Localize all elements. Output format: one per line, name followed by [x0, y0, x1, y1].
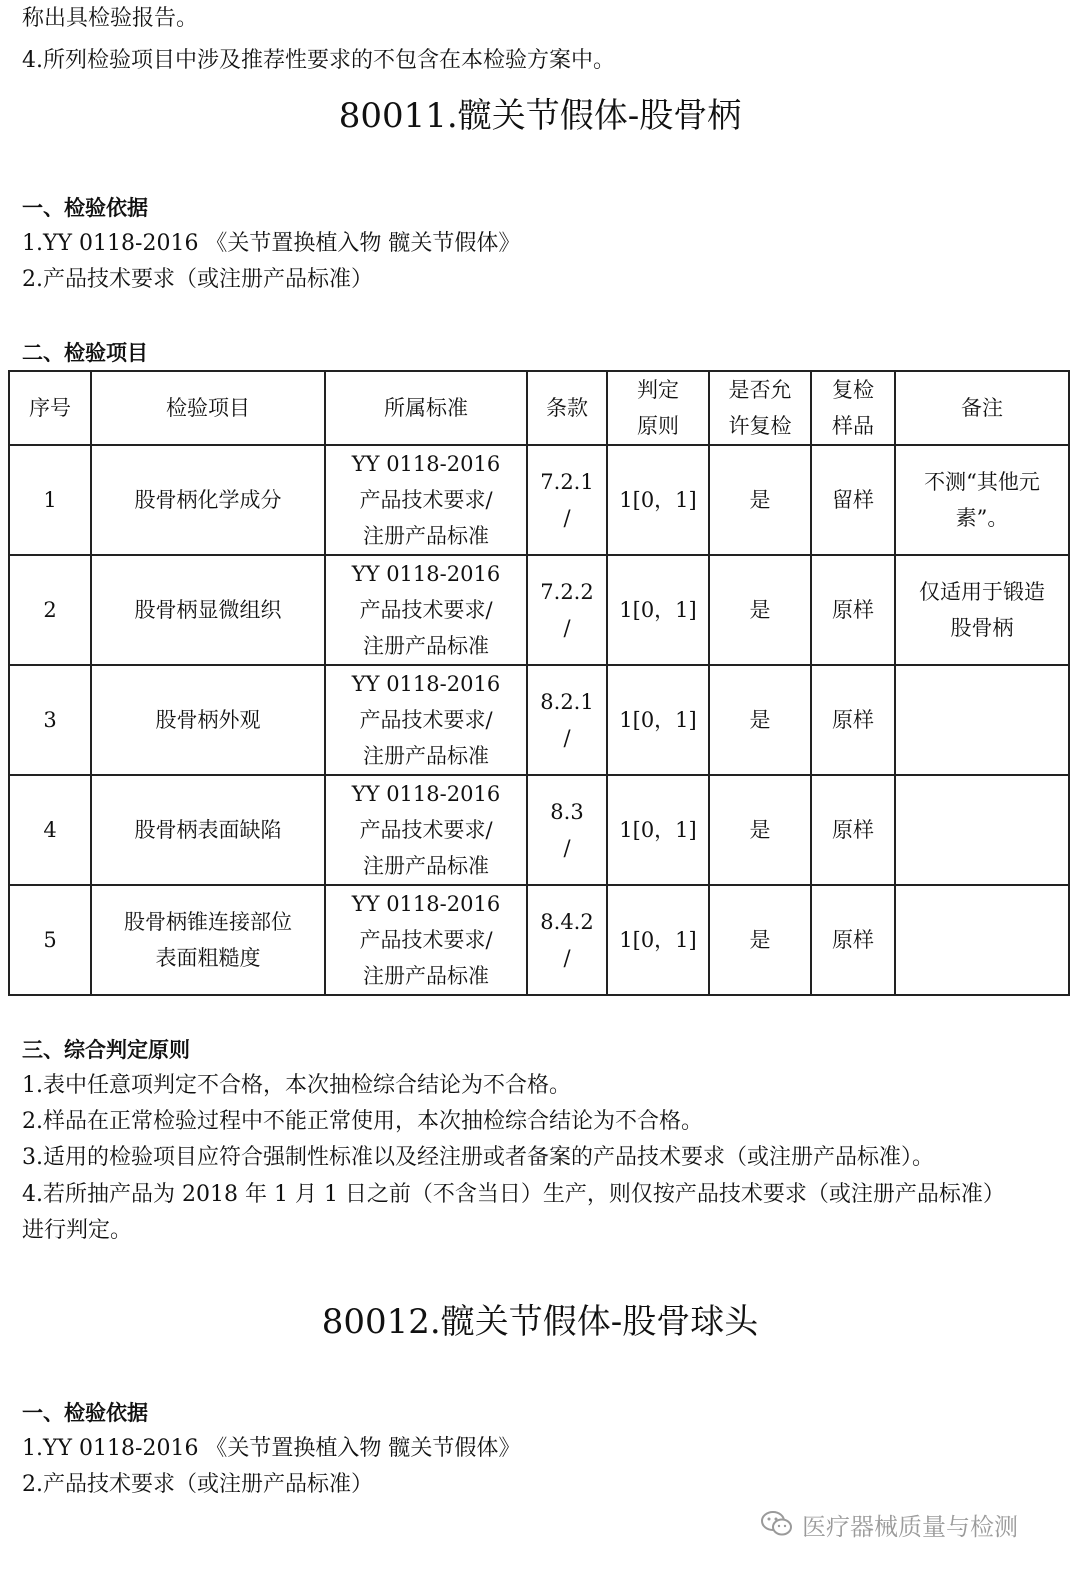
intro-line-1: 称出具检验报告。	[22, 6, 199, 31]
header-remark: 备注	[895, 371, 1069, 445]
cell-clause: 8.4.2 /	[527, 885, 607, 995]
cell-no: 1	[9, 445, 91, 555]
cell-standard: YY 0118-2016 产品技术要求/ 注册产品标准	[325, 445, 527, 555]
section-a-basis-1: 1.YY 0118-2016 《关节置换植入物 髋关节假体》	[22, 231, 521, 256]
cell-item: 股骨柄外观	[91, 665, 325, 775]
cell-recheck: 是	[709, 885, 811, 995]
table-row	[9, 665, 1069, 775]
cell-clause: 8.2.1 /	[527, 665, 607, 775]
section-b-basis-2: 2.产品技术要求（或注册产品标准）	[22, 1472, 373, 1497]
cell-item: 股骨柄锥连接部位 表面粗糙度	[91, 885, 325, 995]
section-a-basis-2: 2.产品技术要求（或注册产品标准）	[22, 267, 373, 292]
judgement-line-4b: 进行判定。	[22, 1218, 133, 1243]
cell-item: 股骨柄化学成分	[91, 445, 325, 555]
cell-no: 5	[9, 885, 91, 995]
header-no: 序号	[9, 371, 91, 445]
cell-recheck: 是	[709, 665, 811, 775]
section-a-basis-heading: 一、检验依据	[22, 196, 148, 220]
cell-sample: 原样	[811, 665, 895, 775]
cell-judge: 1[0，1]	[607, 555, 709, 665]
cell-remark: 仅适用于锻造 股骨柄	[895, 555, 1069, 665]
header-clause: 条款	[527, 371, 607, 445]
cell-judge: 1[0，1]	[607, 665, 709, 775]
cell-sample: 原样	[811, 775, 895, 885]
table-row	[9, 555, 1069, 665]
judgement-line-2: 2.样品在正常检验过程中不能正常使用，本次抽检综合结论为不合格。	[22, 1109, 703, 1134]
cell-standard: YY 0118-2016 产品技术要求/ 注册产品标准	[325, 885, 527, 995]
cell-judge: 1[0，1]	[607, 885, 709, 995]
wechat-icon	[760, 1510, 794, 1538]
section-a-title: 80011.髋关节假体-股骨柄	[338, 96, 742, 136]
header-judge: 判定 原则	[607, 371, 709, 445]
cell-no: 2	[9, 555, 91, 665]
cell-recheck: 是	[709, 445, 811, 555]
cell-clause: 7.2.2 /	[527, 555, 607, 665]
table-row	[9, 445, 1069, 555]
cell-judge: 1[0，1]	[607, 445, 709, 555]
cell-no: 4	[9, 775, 91, 885]
cell-item: 股骨柄显微组织	[91, 555, 325, 665]
cell-sample: 留样	[811, 445, 895, 555]
judgement-line-4a: 4.若所抽产品为 2018 年 1 月 1 日之前（不含当日）生产，则仅按产品技术要求（或注册产品标准）	[22, 1182, 1005, 1207]
watermark-text: 医疗器械质量与检测	[802, 1512, 1018, 1541]
cell-recheck: 是	[709, 775, 811, 885]
cell-standard: YY 0118-2016 产品技术要求/ 注册产品标准	[325, 665, 527, 775]
section-b-basis-heading: 一、检验依据	[22, 1401, 148, 1425]
table-row	[9, 775, 1069, 885]
cell-remark	[895, 775, 1069, 885]
section-b-basis-1: 1.YY 0118-2016 《关节置换植入物 髋关节假体》	[22, 1436, 521, 1461]
section-b-title: 80012.髋关节假体-股骨球头	[321, 1302, 759, 1342]
watermark	[760, 1506, 1018, 1542]
cell-recheck: 是	[709, 555, 811, 665]
cell-clause: 8.3 /	[527, 775, 607, 885]
cell-remark	[895, 885, 1069, 995]
header-recheck: 是否允 许复检	[709, 371, 811, 445]
cell-clause: 7.2.1 /	[527, 445, 607, 555]
header-sample: 复检 样品	[811, 371, 895, 445]
cell-remark: 不测“其他元 素”。	[895, 445, 1069, 555]
section-a-judgement-heading: 三、综合判定原则	[22, 1038, 190, 1062]
cell-sample: 原样	[811, 885, 895, 995]
section-a-items-heading: 二、检验项目	[22, 341, 148, 365]
header-standard: 所属标准	[325, 371, 527, 445]
inspection-items-table	[8, 370, 1070, 996]
cell-sample: 原样	[811, 555, 895, 665]
judgement-line-1: 1.表中任意项判定不合格，本次抽检综合结论为不合格。	[22, 1073, 571, 1098]
cell-remark	[895, 665, 1069, 775]
cell-judge: 1[0，1]	[607, 775, 709, 885]
intro-line-2: 4.所列检验项目中涉及推荐性要求的不包含在本检验方案中。	[22, 48, 615, 73]
cell-no: 3	[9, 665, 91, 775]
judgement-line-3: 3.适用的检验项目应符合强制性标准以及经注册或者备案的产品技术要求（或注册产品标准）。	[22, 1145, 934, 1170]
table-row	[9, 885, 1069, 995]
header-item: 检验项目	[91, 371, 325, 445]
cell-standard: YY 0118-2016 产品技术要求/ 注册产品标准	[325, 775, 527, 885]
table-header-row	[9, 371, 1069, 445]
cell-standard: YY 0118-2016 产品技术要求/ 注册产品标准	[325, 555, 527, 665]
cell-item: 股骨柄表面缺陷	[91, 775, 325, 885]
